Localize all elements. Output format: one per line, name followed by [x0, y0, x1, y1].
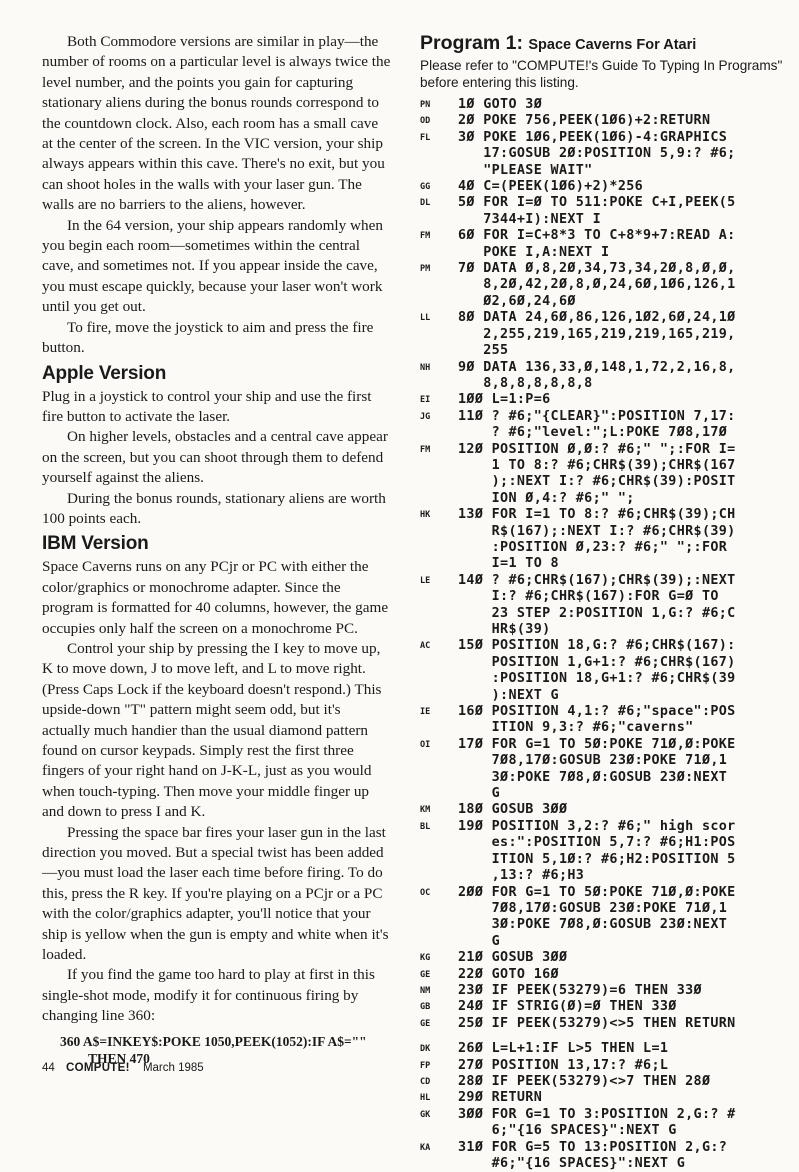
checksum-code: LE	[420, 575, 431, 586]
listing-text: 6;"{16 SPACES}":NEXT G	[458, 1123, 677, 1139]
listing-text: POSITION 1,G+1:? #6;CHR$(167)	[458, 654, 736, 670]
checksum-code: GE	[420, 1018, 431, 1029]
typing-guide-note: Please refer to "COMPUTE!'s Guide To Typing In Programs" before entering this listing.	[420, 58, 783, 90]
checksum-code: LL	[420, 313, 431, 324]
listing-text: 13Ø FOR I=1 TO 8:? #6;CHR$(39);CH	[458, 507, 736, 523]
listing-text: 1 TO 8:? #6;CHR$(39);CHR$(167	[458, 457, 736, 473]
checksum-code: JG	[420, 411, 431, 422]
listing-text: 11Ø ? #6;"{CLEAR}":POSITION 7,17:	[458, 408, 736, 424]
listing-line	[420, 638, 790, 654]
listing-text: 12Ø POSITION Ø,Ø:? #6;" ";:FOR I=	[458, 441, 736, 457]
checksum-code: GG	[420, 182, 431, 193]
listing-text: 1Ø GOTO 3Ø	[458, 97, 543, 112]
listing-text: 255	[458, 343, 509, 359]
paragraph: In the 64 version, your ship appears randomly when you begin each room—sometimes within the central cave, and sometimes not. If you appear inside the cave, you must escape quickly, because your laser won't work until you get out.	[42, 216, 383, 316]
checksum-code: PM	[420, 264, 431, 275]
checksum-code: PN	[420, 100, 431, 110]
listing-line	[420, 622, 790, 638]
listing-text: Ø2,6Ø,24,6Ø	[458, 293, 576, 309]
checksum-code: NM	[420, 985, 431, 996]
listing-text: 7344+I):NEXT I	[458, 211, 602, 227]
paragraph: Both Commodore versions are similar in play—the number of rooms on a particular level is always twice the level number, and the points you gain for capturing stationary aliens during the bonus rounds correspond to the countdown clock. Also, each room has a small cave at the center of the screen. In the VIC version, your ship always appears within this cave. There's no exit, but you can shoot holes in the walls with your laser gun. The walls are no barriers to the aliens, however.	[42, 33, 391, 214]
listing-line	[420, 524, 790, 540]
listing-line	[420, 688, 790, 704]
listing-text: es:":POSITION 5,7:? #6;H1:POS	[458, 835, 736, 851]
listing-text: 29Ø RETURN	[458, 1090, 543, 1106]
listing-line	[420, 1058, 790, 1074]
checksum-code: GK	[420, 1109, 431, 1120]
listing-line	[420, 97, 790, 113]
listing-text: ITION 9,3:? #6;"caverns"	[458, 720, 694, 736]
listing-text: 2Ø POKE 756,PEEK(1Ø6)+2:RETURN	[458, 113, 711, 129]
checksum-code: NH	[420, 362, 431, 373]
listing-text: :POSITION Ø,23:? #6;" ";:FOR	[458, 539, 728, 555]
listing-line	[420, 245, 790, 261]
listing-text: 23Ø IF PEEK(53279)=6 THEN 33Ø	[458, 982, 702, 998]
listing-line	[420, 195, 790, 211]
listing-line	[420, 671, 790, 687]
listing-line	[420, 360, 790, 376]
listing-text: 27Ø POSITION 13,17:? #6;L	[458, 1057, 669, 1073]
listing-line	[420, 573, 790, 589]
checksum-code: EI	[420, 395, 431, 406]
listing-line	[420, 1107, 790, 1123]
listing-text: 21Ø GOSUB 3ØØ	[458, 950, 568, 966]
listing-text: 5Ø FOR I=Ø TO 511:POKE C+I,PEEK(5	[458, 195, 736, 211]
listing-line	[420, 852, 790, 868]
paragraph: Plug in a joystick to control your ship and use the first fire button to activate the laser.	[42, 387, 372, 425]
listing-line	[420, 392, 790, 408]
issue-date: March 1985	[142, 1062, 204, 1074]
paragraph: During the bonus rounds, stationary aliens are worth 100 points each.	[42, 489, 386, 527]
listing-line	[420, 1016, 790, 1032]
listing-line	[420, 130, 790, 146]
listing-text: G	[458, 933, 501, 949]
listing-line	[420, 343, 790, 359]
listing-text: 22Ø GOTO 16Ø	[458, 966, 559, 982]
listing-line	[420, 983, 790, 999]
checksum-code: BL	[420, 821, 431, 832]
listing-line	[420, 556, 790, 572]
code-line-2: THEN 470	[88, 1050, 150, 1066]
listing-line	[420, 606, 790, 622]
listing-text: 8,8,8,8,8,8,8	[458, 375, 593, 391]
listing-text: I=1 TO 8	[458, 556, 559, 572]
checksum-code: OI	[420, 739, 431, 750]
listing-text: 7Ø DATA Ø,8,2Ø,34,73,34,2Ø,8,Ø,Ø,	[458, 261, 736, 277]
listing-text: 23 STEP 2:POSITION 1,G:? #6;C	[458, 605, 736, 621]
listing-line	[420, 376, 790, 392]
listing-line	[420, 917, 790, 933]
listing-line	[420, 458, 790, 474]
apple-heading: Apple Version	[42, 362, 167, 384]
listing-text: 6Ø FOR I=C+8*3 TO C+8*9+7:READ A:	[458, 228, 736, 244]
listing-line	[420, 967, 790, 983]
listing-line	[420, 327, 790, 343]
listing-text: 28Ø IF PEEK(53279)<>7 THEN 28Ø	[458, 1073, 711, 1089]
checksum-code: KM	[420, 805, 431, 816]
listing-line	[420, 589, 790, 605]
listing-line	[420, 491, 790, 507]
checksum-code: HL	[420, 1093, 431, 1104]
ibm-section	[42, 557, 392, 1026]
listing-line	[420, 1041, 790, 1057]
article-column	[42, 32, 392, 1067]
listing-text: 1ØØ L=1:P=6	[458, 392, 551, 408]
checksum-code: DK	[420, 1044, 431, 1055]
listing-line	[420, 819, 790, 835]
listing-text: ION Ø,4:? #6;" ";	[458, 490, 635, 506]
checksum-code: OC	[420, 887, 431, 898]
ibm-heading: IBM Version	[42, 533, 149, 555]
checksum-code: GE	[420, 969, 431, 980]
listing-line	[420, 1090, 790, 1106]
listing-text: ? #6;"level:";L:POKE 7Ø8,17Ø	[458, 425, 728, 441]
listing-line	[420, 474, 790, 490]
listing-text: 25Ø IF PEEK(53279)<>5 THEN RETURN	[458, 1015, 736, 1031]
listing-text: #6;"{16 SPACES}":NEXT G	[458, 1156, 686, 1171]
listing-line	[420, 1123, 790, 1139]
listing-line	[420, 179, 790, 195]
listing-text: 2,255,219,165,219,219,165,219,	[458, 326, 736, 342]
listing-text: 3Ø:POKE 7Ø8,Ø:GOSUB 23Ø:NEXT	[458, 917, 728, 933]
program-title	[420, 32, 790, 57]
listing-text: HR$(39)	[458, 622, 551, 637]
listing-text: 26Ø L=L+1:IF L>5 THEN L=1	[458, 1041, 669, 1057]
listing-line	[420, 409, 790, 425]
listing-text: 17:GOSUB 2Ø:POSITION 5,9:? #6;	[458, 146, 736, 162]
listing-line	[420, 868, 790, 884]
listing-line	[420, 802, 790, 818]
page-footer	[42, 1062, 204, 1074]
listing-text: 24Ø IF STRIG(Ø)=Ø THEN 33Ø	[458, 999, 677, 1015]
paragraph: On higher levels, obstacles and a central cave appear on the screen, but you can shoot through them to defend yourself against the aliens.	[42, 428, 388, 487]
program-title-main: Program 1:	[420, 32, 523, 54]
listing-line	[420, 540, 790, 556]
listing-text: G	[458, 786, 501, 802]
basic-listing	[420, 97, 790, 1172]
listing-line	[420, 1140, 790, 1156]
listing-line	[420, 770, 790, 786]
magazine-name: COMPUTE!	[66, 1062, 130, 1074]
checksum-code: KG	[420, 953, 431, 964]
listing-line	[420, 835, 790, 851]
listing-text: 8,2Ø,42,2Ø,8,Ø,24,6Ø,1Ø6,126,1	[458, 277, 736, 293]
listing-gap	[420, 1032, 790, 1041]
listing-line	[420, 753, 790, 769]
listing-text: 3Ø:POKE 7Ø8,Ø:GOSUB 23Ø:NEXT	[458, 769, 728, 785]
listing-line	[420, 901, 790, 917]
listing-line	[420, 310, 790, 326]
listing-line	[420, 1156, 790, 1172]
listing-text: 3Ø POKE 1Ø6,PEEK(1Ø6)-4:GRAPHICS	[458, 129, 728, 145]
listing-line	[420, 737, 790, 753]
listing-line	[420, 163, 790, 179]
listing-line	[420, 885, 790, 901]
listing-line	[420, 720, 790, 736]
listing-line	[420, 146, 790, 162]
listing-text: 31Ø FOR G=5 TO 13:POSITION 2,G:?	[458, 1139, 728, 1155]
checksum-code: OD	[420, 116, 431, 127]
listing-text: 8Ø DATA 24,6Ø,86,126,1Ø2,6Ø,24,1Ø	[458, 310, 736, 326]
listing-line	[420, 507, 790, 523]
paragraph: If you find the game too hard to play at first in this single-shot mode, modify it for continuous firing by changing line 360:	[42, 966, 375, 1025]
listing-text: :POSITION 18,G+1:? #6;CHR$(39	[458, 671, 736, 687]
listing-text: );:NEXT I:? #6;CHR$(39):POSIT	[458, 474, 736, 490]
listing-line	[420, 704, 790, 720]
listing-text: R$(167);:NEXT I:? #6;CHR$(39)	[458, 523, 736, 539]
page-number: 44	[42, 1062, 55, 1074]
listing-line	[420, 212, 790, 228]
checksum-code: FL	[420, 132, 431, 143]
listing-line	[420, 228, 790, 244]
checksum-code: FM	[420, 444, 431, 455]
listing-text: 15Ø POSITION 18,G:? #6;CHR$(167):	[458, 638, 736, 654]
listing-text: 7Ø8,17Ø:GOSUB 23Ø:POKE 71Ø,1	[458, 900, 728, 916]
listing-text: 16Ø POSITION 4,1:? #6;"space":POS	[458, 704, 736, 720]
listing-line	[420, 294, 790, 310]
listing-line	[420, 261, 790, 277]
listing-text: 14Ø ? #6;CHR$(167);CHR$(39);:NEXT	[458, 572, 736, 588]
listing-text: POKE I,A:NEXT I	[458, 244, 610, 260]
checksum-code: AC	[420, 641, 431, 652]
listing-line	[420, 934, 790, 950]
paragraph: Pressing the space bar fires your laser gun in the last direction you moved. But a special twist has been added—you must load the laser each time before firing. To do this, press the R key. If you're playing on a PCjr or a PC with the color/graphics adapter, you'll notice that your ship is yellow when the gun is empty and white when it's loaded.	[42, 823, 389, 964]
listing-line	[420, 950, 790, 966]
checksum-code: DL	[420, 198, 431, 209]
listing-text: 4Ø C=(PEEK(1Ø6)+2)*256	[458, 179, 644, 195]
listing-line	[420, 786, 790, 802]
checksum-code: FM	[420, 231, 431, 242]
paragraph: Space Caverns runs on any PCjr or PC with either the color/graphics or monochrome adapter. Since the program is formatted for 40 columns, however, the game occupies only half the screen on a monochrome PC.	[42, 558, 389, 637]
checksum-code: IE	[420, 707, 431, 718]
listing-text: I:? #6;CHR$(167):FOR G=Ø TO	[458, 589, 719, 605]
code-line-1: 360 A$=INKEY$:POKE 1050,PEEK(1052):IF A$=""	[60, 1033, 367, 1049]
listing-text: 18Ø GOSUB 3ØØ	[458, 802, 568, 818]
listing-line	[420, 999, 790, 1015]
listing-line	[420, 277, 790, 293]
listing-text: 2ØØ FOR G=1 TO 5Ø:POKE 71Ø,Ø:POKE	[458, 884, 736, 900]
listing-text: "PLEASE WAIT"	[458, 162, 593, 178]
listing-text: 19Ø POSITION 3,2:? #6;" high scor	[458, 818, 736, 834]
intro-section	[42, 32, 392, 359]
program-title-sub: Space Caverns For Atari	[528, 37, 697, 53]
paragraph: To fire, move the joystick to aim and press the fire button.	[42, 318, 374, 357]
listing-text: 9Ø DATA 136,33,Ø,148,1,72,2,16,8,	[458, 359, 736, 375]
listing-line	[420, 655, 790, 671]
listing-text: ):NEXT G	[458, 687, 559, 703]
checksum-code: FP	[420, 1060, 431, 1071]
listing-line	[420, 425, 790, 441]
listing-text: 3ØØ FOR G=1 TO 3:POSITION 2,G:? #	[458, 1106, 736, 1122]
listing-text: ,13:? #6;H3	[458, 868, 585, 884]
checksum-code: GB	[420, 1002, 431, 1013]
apple-section	[42, 387, 392, 530]
listing-line	[420, 113, 790, 129]
checksum-code: HK	[420, 510, 431, 521]
checksum-code: KA	[420, 1142, 431, 1153]
listing-line	[420, 1074, 790, 1090]
listing-line	[420, 442, 790, 458]
program-listing-column	[420, 32, 790, 1172]
listing-text: 7Ø8,17Ø:GOSUB 23Ø:POKE 71Ø,1	[458, 753, 728, 769]
listing-text: ITION 5,1Ø:? #6;H2:POSITION 5	[458, 851, 736, 867]
checksum-code: CD	[420, 1076, 431, 1087]
listing-text: 17Ø FOR G=1 TO 5Ø:POKE 71Ø,Ø:POKE	[458, 736, 736, 752]
paragraph: Control your ship by pressing the I key to move up, K to move down, J to move left, and L to move right. (Press Caps Lock if the keyboard doesn't respond.) This upside-down "T" pattern might seem odd, but it's actually much handier than the usual diamond pattern found on cursor keypads. Simply rest the first three fingers of your right hand on J-K-L, just as you would when touch-typing. Then move your middle finger up and down to press I and K.	[42, 639, 382, 821]
